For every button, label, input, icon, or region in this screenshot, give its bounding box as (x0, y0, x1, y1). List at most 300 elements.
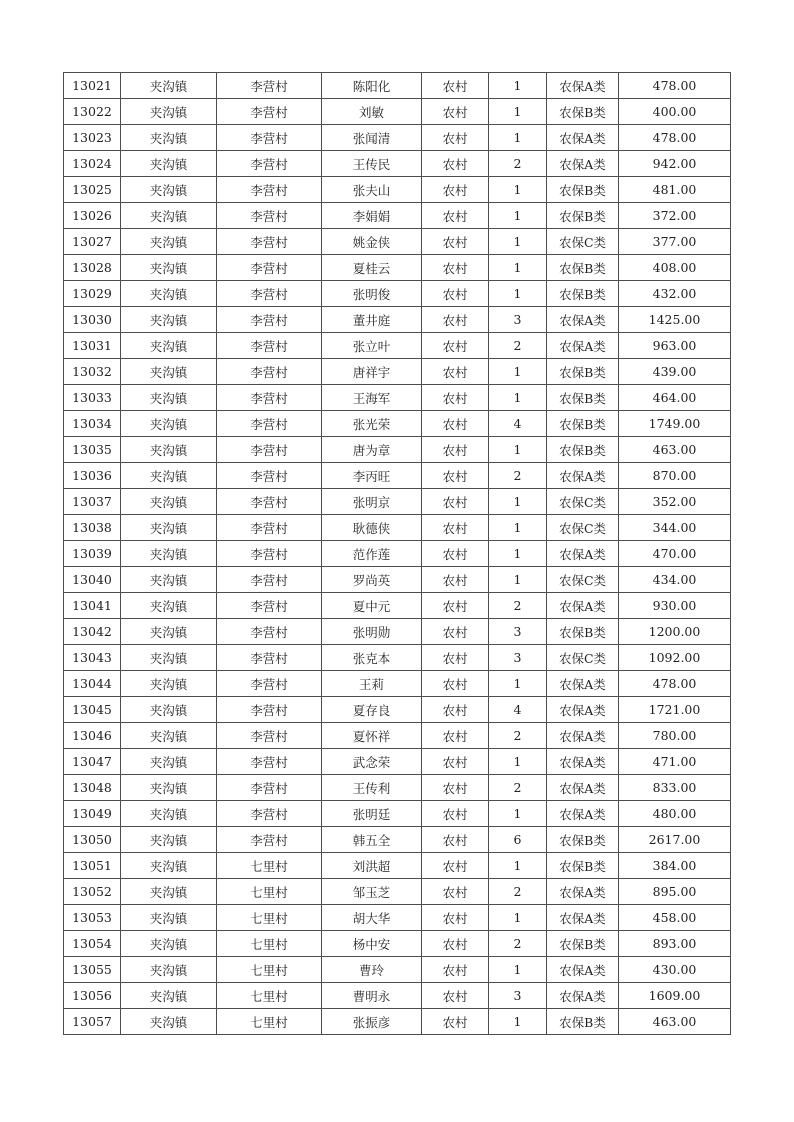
cell-id: 13054 (64, 931, 121, 957)
cell-type: 农村 (422, 957, 489, 983)
cell-type: 农村 (422, 255, 489, 281)
cell-count: 1 (489, 281, 547, 307)
cell-amount: 372.00 (619, 203, 731, 229)
cell-town: 夹沟镇 (121, 385, 217, 411)
cell-amount: 893.00 (619, 931, 731, 957)
cell-town: 夹沟镇 (121, 489, 217, 515)
cell-count: 1 (489, 229, 547, 255)
cell-id: 13039 (64, 541, 121, 567)
cell-count: 1 (489, 99, 547, 125)
cell-amount: 942.00 (619, 151, 731, 177)
cell-count: 1 (489, 1009, 547, 1035)
cell-village: 七里村 (217, 879, 322, 905)
cell-category: 农保A类 (547, 307, 619, 333)
cell-village: 李营村 (217, 307, 322, 333)
cell-category: 农保A类 (547, 775, 619, 801)
cell-town: 夹沟镇 (121, 1009, 217, 1035)
table-row (64, 983, 731, 1009)
cell-village: 李营村 (217, 827, 322, 853)
cell-amount: 478.00 (619, 671, 731, 697)
cell-village: 李营村 (217, 333, 322, 359)
cell-name: 胡大华 (322, 905, 422, 931)
table-row (64, 281, 731, 307)
cell-id: 13037 (64, 489, 121, 515)
cell-amount: 464.00 (619, 385, 731, 411)
cell-category: 农保A类 (547, 983, 619, 1009)
cell-id: 13033 (64, 385, 121, 411)
cell-id: 13048 (64, 775, 121, 801)
cell-village: 七里村 (217, 931, 322, 957)
table-row (64, 463, 731, 489)
table-row (64, 775, 731, 801)
cell-id: 13021 (64, 73, 121, 99)
cell-id: 13026 (64, 203, 121, 229)
cell-count: 1 (489, 801, 547, 827)
cell-amount: 895.00 (619, 879, 731, 905)
cell-name: 张明京 (322, 489, 422, 515)
cell-name: 张振彦 (322, 1009, 422, 1035)
table-row (64, 541, 731, 567)
cell-amount: 408.00 (619, 255, 731, 281)
cell-count: 1 (489, 125, 547, 151)
cell-category: 农保A类 (547, 541, 619, 567)
cell-id: 13046 (64, 723, 121, 749)
cell-category: 农保B类 (547, 99, 619, 125)
cell-amount: 470.00 (619, 541, 731, 567)
table-row (64, 697, 731, 723)
cell-name: 范作莲 (322, 541, 422, 567)
cell-category: 农保A类 (547, 125, 619, 151)
cell-id: 13049 (64, 801, 121, 827)
cell-name: 李娟娟 (322, 203, 422, 229)
cell-town: 夹沟镇 (121, 827, 217, 853)
cell-category: 农保B类 (547, 931, 619, 957)
cell-id: 13036 (64, 463, 121, 489)
cell-amount: 344.00 (619, 515, 731, 541)
cell-name: 王莉 (322, 671, 422, 697)
cell-category: 农保B类 (547, 853, 619, 879)
cell-name: 陈阳化 (322, 73, 422, 99)
cell-village: 李营村 (217, 385, 322, 411)
cell-village: 李营村 (217, 645, 322, 671)
cell-name: 王传利 (322, 775, 422, 801)
cell-type: 农村 (422, 203, 489, 229)
cell-village: 李营村 (217, 775, 322, 801)
table-row (64, 229, 731, 255)
cell-amount: 1092.00 (619, 645, 731, 671)
cell-type: 农村 (422, 853, 489, 879)
table-row (64, 73, 731, 99)
cell-type: 农村 (422, 359, 489, 385)
cell-amount: 471.00 (619, 749, 731, 775)
cell-count: 1 (489, 359, 547, 385)
cell-amount: 478.00 (619, 125, 731, 151)
cell-name: 王海军 (322, 385, 422, 411)
cell-category: 农保A类 (547, 333, 619, 359)
cell-category: 农保B类 (547, 437, 619, 463)
table-row (64, 619, 731, 645)
cell-name: 张夫山 (322, 177, 422, 203)
cell-count: 1 (489, 255, 547, 281)
cell-name: 夏桂云 (322, 255, 422, 281)
cell-amount: 480.00 (619, 801, 731, 827)
cell-category: 农保B类 (547, 411, 619, 437)
cell-name: 罗尚英 (322, 567, 422, 593)
cell-type: 农村 (422, 515, 489, 541)
cell-name: 耿德侠 (322, 515, 422, 541)
cell-count: 1 (489, 515, 547, 541)
cell-count: 1 (489, 489, 547, 515)
cell-village: 李营村 (217, 801, 322, 827)
cell-village: 李营村 (217, 749, 322, 775)
cell-town: 夹沟镇 (121, 749, 217, 775)
cell-category: 农保C类 (547, 645, 619, 671)
cell-id: 13022 (64, 99, 121, 125)
cell-name: 唐祥宇 (322, 359, 422, 385)
cell-amount: 481.00 (619, 177, 731, 203)
cell-town: 夹沟镇 (121, 983, 217, 1009)
cell-village: 李营村 (217, 177, 322, 203)
cell-count: 1 (489, 177, 547, 203)
cell-count: 4 (489, 411, 547, 437)
table-row (64, 671, 731, 697)
cell-id: 13025 (64, 177, 121, 203)
cell-id: 13028 (64, 255, 121, 281)
cell-village: 李营村 (217, 125, 322, 151)
cell-village: 李营村 (217, 151, 322, 177)
cell-category: 农保A类 (547, 697, 619, 723)
cell-type: 农村 (422, 593, 489, 619)
cell-count: 2 (489, 879, 547, 905)
cell-type: 农村 (422, 307, 489, 333)
cell-village: 李营村 (217, 619, 322, 645)
cell-type: 农村 (422, 281, 489, 307)
cell-name: 张闻清 (322, 125, 422, 151)
cell-amount: 400.00 (619, 99, 731, 125)
cell-category: 农保B类 (547, 619, 619, 645)
cell-type: 农村 (422, 1009, 489, 1035)
cell-village: 李营村 (217, 671, 322, 697)
cell-category: 农保C类 (547, 489, 619, 515)
cell-name: 姚金侠 (322, 229, 422, 255)
cell-id: 13038 (64, 515, 121, 541)
cell-id: 13050 (64, 827, 121, 853)
cell-type: 农村 (422, 697, 489, 723)
cell-village: 李营村 (217, 489, 322, 515)
cell-type: 农村 (422, 73, 489, 99)
table-row (64, 567, 731, 593)
cell-count: 1 (489, 957, 547, 983)
cell-amount: 377.00 (619, 229, 731, 255)
cell-town: 夹沟镇 (121, 619, 217, 645)
cell-id: 13042 (64, 619, 121, 645)
cell-type: 农村 (422, 879, 489, 905)
cell-id: 13031 (64, 333, 121, 359)
cell-id: 13035 (64, 437, 121, 463)
cell-count: 2 (489, 931, 547, 957)
cell-town: 夹沟镇 (121, 99, 217, 125)
table-row (64, 151, 731, 177)
cell-id: 13044 (64, 671, 121, 697)
cell-id: 13023 (64, 125, 121, 151)
table-row (64, 385, 731, 411)
cell-type: 农村 (422, 489, 489, 515)
cell-name: 曹明永 (322, 983, 422, 1009)
cell-category: 农保A类 (547, 151, 619, 177)
cell-village: 李营村 (217, 255, 322, 281)
cell-id: 13056 (64, 983, 121, 1009)
cell-town: 夹沟镇 (121, 125, 217, 151)
cell-count: 1 (489, 905, 547, 931)
cell-type: 农村 (422, 983, 489, 1009)
cell-name: 唐为章 (322, 437, 422, 463)
cell-village: 七里村 (217, 957, 322, 983)
cell-id: 13052 (64, 879, 121, 905)
cell-town: 夹沟镇 (121, 957, 217, 983)
cell-count: 1 (489, 73, 547, 99)
cell-village: 七里村 (217, 1009, 322, 1035)
cell-type: 农村 (422, 671, 489, 697)
cell-village: 李营村 (217, 73, 322, 99)
table-row (64, 801, 731, 827)
cell-village: 李营村 (217, 359, 322, 385)
cell-town: 夹沟镇 (121, 593, 217, 619)
table-row (64, 307, 731, 333)
cell-name: 邹玉芝 (322, 879, 422, 905)
cell-category: 农保C类 (547, 515, 619, 541)
cell-name: 夏存良 (322, 697, 422, 723)
cell-id: 13040 (64, 567, 121, 593)
cell-town: 夹沟镇 (121, 879, 217, 905)
roster-table (63, 72, 731, 1035)
cell-count: 3 (489, 619, 547, 645)
cell-village: 李营村 (217, 697, 322, 723)
cell-count: 3 (489, 983, 547, 1009)
cell-type: 农村 (422, 541, 489, 567)
table-row (64, 437, 731, 463)
cell-amount: 1609.00 (619, 983, 731, 1009)
table-row (64, 411, 731, 437)
cell-id: 13057 (64, 1009, 121, 1035)
table-row (64, 905, 731, 931)
cell-name: 张明俊 (322, 281, 422, 307)
cell-category: 农保A类 (547, 723, 619, 749)
table-row (64, 333, 731, 359)
cell-type: 农村 (422, 151, 489, 177)
cell-category: 农保B类 (547, 255, 619, 281)
cell-town: 夹沟镇 (121, 515, 217, 541)
table-row (64, 723, 731, 749)
cell-type: 农村 (422, 99, 489, 125)
table-row (64, 827, 731, 853)
cell-village: 李营村 (217, 281, 322, 307)
cell-name: 曹玲 (322, 957, 422, 983)
cell-town: 夹沟镇 (121, 723, 217, 749)
table-row (64, 203, 731, 229)
cell-town: 夹沟镇 (121, 333, 217, 359)
cell-village: 李营村 (217, 203, 322, 229)
table-row (64, 853, 731, 879)
cell-id: 13030 (64, 307, 121, 333)
cell-amount: 930.00 (619, 593, 731, 619)
cell-amount: 1749.00 (619, 411, 731, 437)
cell-type: 农村 (422, 775, 489, 801)
cell-type: 农村 (422, 723, 489, 749)
cell-type: 农村 (422, 385, 489, 411)
cell-village: 李营村 (217, 411, 322, 437)
table-row (64, 489, 731, 515)
cell-count: 1 (489, 853, 547, 879)
cell-village: 李营村 (217, 723, 322, 749)
cell-count: 2 (489, 593, 547, 619)
cell-type: 农村 (422, 567, 489, 593)
cell-name: 武念荣 (322, 749, 422, 775)
table-row (64, 931, 731, 957)
cell-type: 农村 (422, 801, 489, 827)
cell-name: 韩五全 (322, 827, 422, 853)
table-row (64, 1009, 731, 1035)
cell-count: 1 (489, 541, 547, 567)
cell-name: 夏怀祥 (322, 723, 422, 749)
cell-town: 夹沟镇 (121, 463, 217, 489)
cell-town: 夹沟镇 (121, 853, 217, 879)
cell-type: 农村 (422, 827, 489, 853)
cell-count: 1 (489, 203, 547, 229)
cell-amount: 780.00 (619, 723, 731, 749)
table-body (64, 73, 731, 1035)
cell-id: 13024 (64, 151, 121, 177)
cell-amount: 1425.00 (619, 307, 731, 333)
cell-village: 李营村 (217, 567, 322, 593)
cell-category: 农保B类 (547, 281, 619, 307)
cell-id: 13055 (64, 957, 121, 983)
cell-category: 农保A类 (547, 749, 619, 775)
cell-town: 夹沟镇 (121, 229, 217, 255)
table-row (64, 749, 731, 775)
cell-amount: 434.00 (619, 567, 731, 593)
table-row (64, 125, 731, 151)
cell-id: 13053 (64, 905, 121, 931)
table-row (64, 515, 731, 541)
cell-name: 杨中安 (322, 931, 422, 957)
cell-amount: 458.00 (619, 905, 731, 931)
cell-category: 农保B类 (547, 203, 619, 229)
cell-category: 农保A类 (547, 73, 619, 99)
cell-name: 李丙旺 (322, 463, 422, 489)
cell-village: 七里村 (217, 853, 322, 879)
cell-count: 2 (489, 463, 547, 489)
cell-village: 李营村 (217, 463, 322, 489)
cell-town: 夹沟镇 (121, 645, 217, 671)
cell-amount: 963.00 (619, 333, 731, 359)
cell-village: 七里村 (217, 983, 322, 1009)
table-row (64, 645, 731, 671)
cell-type: 农村 (422, 437, 489, 463)
cell-count: 2 (489, 723, 547, 749)
cell-town: 夹沟镇 (121, 255, 217, 281)
cell-town: 夹沟镇 (121, 151, 217, 177)
cell-id: 13051 (64, 853, 121, 879)
cell-town: 夹沟镇 (121, 73, 217, 99)
cell-amount: 870.00 (619, 463, 731, 489)
cell-amount: 384.00 (619, 853, 731, 879)
cell-name: 董井庭 (322, 307, 422, 333)
cell-amount: 833.00 (619, 775, 731, 801)
cell-category: 农保B类 (547, 359, 619, 385)
cell-name: 夏中元 (322, 593, 422, 619)
cell-town: 夹沟镇 (121, 801, 217, 827)
cell-village: 李营村 (217, 593, 322, 619)
cell-amount: 1721.00 (619, 697, 731, 723)
cell-town: 夹沟镇 (121, 437, 217, 463)
table-row (64, 957, 731, 983)
cell-town: 夹沟镇 (121, 567, 217, 593)
cell-category: 农保C类 (547, 229, 619, 255)
cell-type: 农村 (422, 931, 489, 957)
cell-category: 农保A类 (547, 463, 619, 489)
cell-count: 2 (489, 151, 547, 177)
cell-amount: 432.00 (619, 281, 731, 307)
cell-town: 夹沟镇 (121, 359, 217, 385)
cell-type: 农村 (422, 619, 489, 645)
cell-name: 张立叶 (322, 333, 422, 359)
cell-id: 13029 (64, 281, 121, 307)
cell-town: 夹沟镇 (121, 931, 217, 957)
cell-count: 1 (489, 749, 547, 775)
cell-name: 张光荣 (322, 411, 422, 437)
cell-category: 农保B类 (547, 385, 619, 411)
cell-village: 李营村 (217, 229, 322, 255)
cell-count: 6 (489, 827, 547, 853)
cell-amount: 1200.00 (619, 619, 731, 645)
cell-type: 农村 (422, 645, 489, 671)
cell-type: 农村 (422, 463, 489, 489)
cell-category: 农保A类 (547, 957, 619, 983)
cell-town: 夹沟镇 (121, 671, 217, 697)
cell-town: 夹沟镇 (121, 541, 217, 567)
cell-count: 4 (489, 697, 547, 723)
cell-type: 农村 (422, 177, 489, 203)
cell-type: 农村 (422, 229, 489, 255)
cell-village: 七里村 (217, 905, 322, 931)
cell-id: 13047 (64, 749, 121, 775)
cell-amount: 439.00 (619, 359, 731, 385)
cell-category: 农保B类 (547, 1009, 619, 1035)
cell-type: 农村 (422, 411, 489, 437)
cell-name: 王传民 (322, 151, 422, 177)
cell-town: 夹沟镇 (121, 177, 217, 203)
cell-count: 2 (489, 775, 547, 801)
cell-category: 农保A类 (547, 593, 619, 619)
cell-count: 2 (489, 333, 547, 359)
cell-amount: 430.00 (619, 957, 731, 983)
cell-amount: 352.00 (619, 489, 731, 515)
cell-category: 农保B类 (547, 827, 619, 853)
cell-town: 夹沟镇 (121, 307, 217, 333)
cell-village: 李营村 (217, 437, 322, 463)
cell-type: 农村 (422, 749, 489, 775)
cell-count: 3 (489, 307, 547, 333)
cell-id: 13027 (64, 229, 121, 255)
table-row (64, 879, 731, 905)
table-row (64, 359, 731, 385)
cell-category: 农保A类 (547, 801, 619, 827)
cell-town: 夹沟镇 (121, 203, 217, 229)
cell-amount: 478.00 (619, 73, 731, 99)
cell-town: 夹沟镇 (121, 411, 217, 437)
cell-id: 13041 (64, 593, 121, 619)
table-row (64, 255, 731, 281)
